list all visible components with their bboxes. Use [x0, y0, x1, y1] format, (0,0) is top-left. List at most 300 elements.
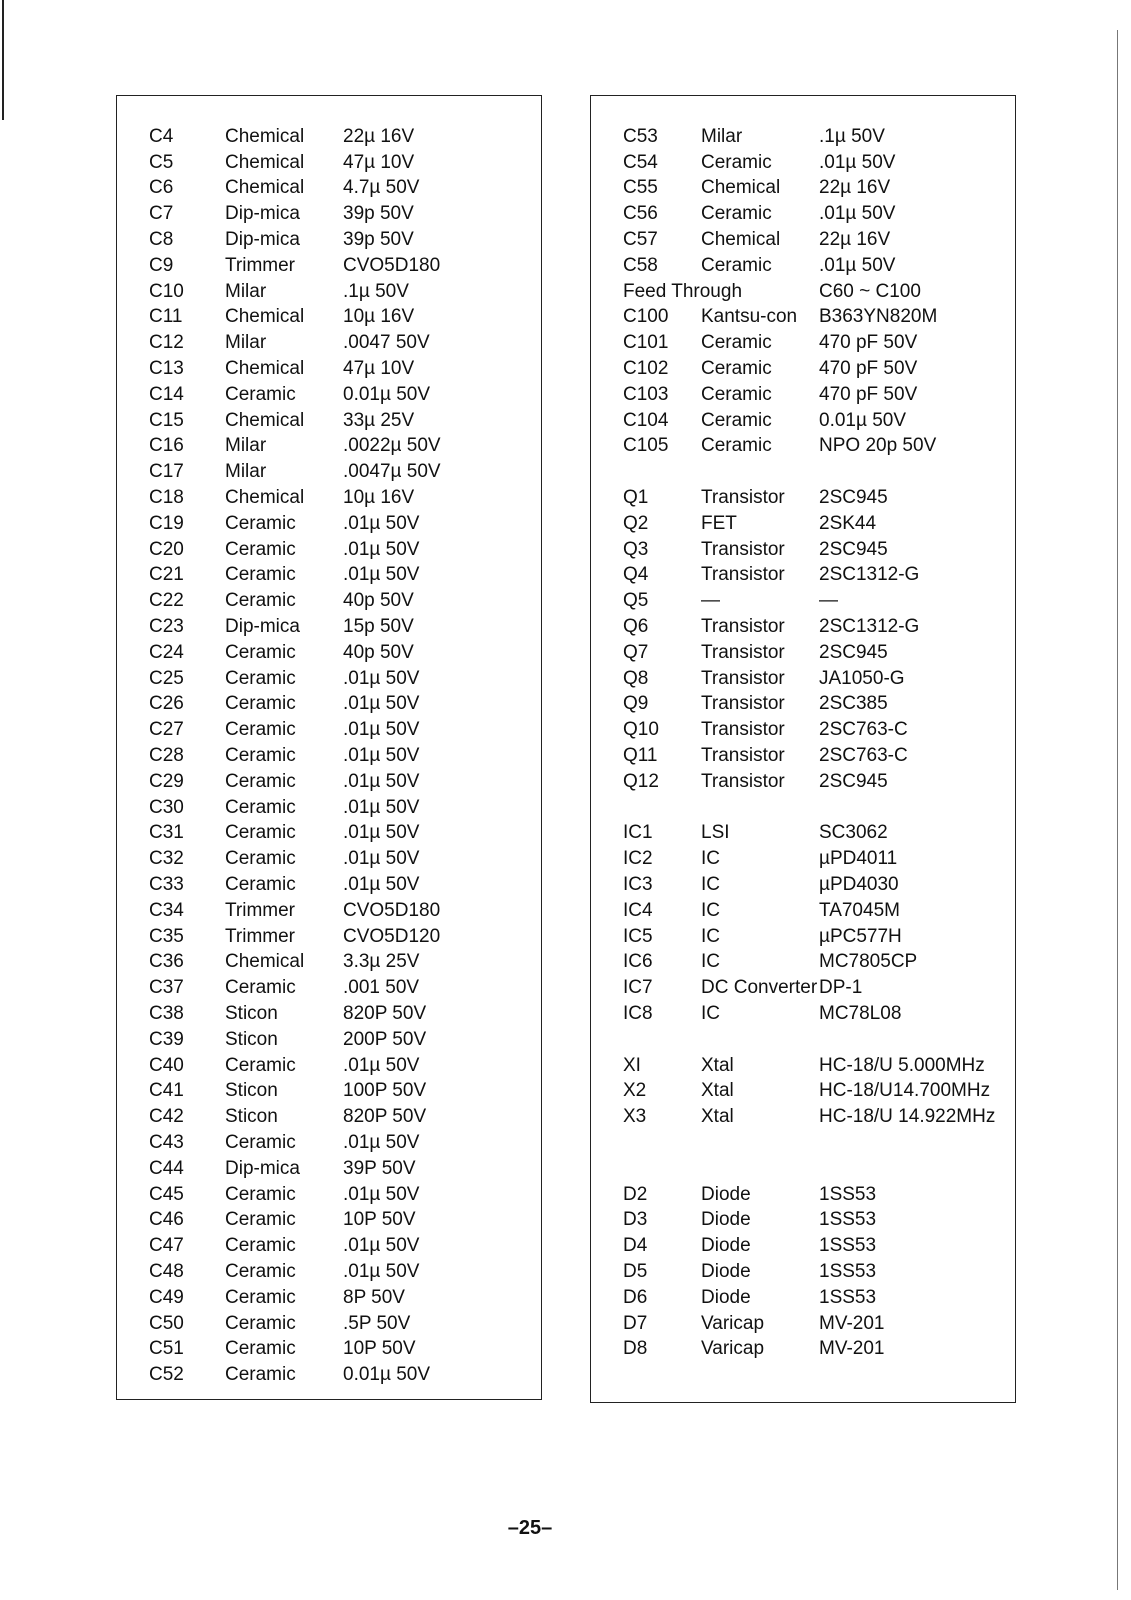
part-value: .0047µ 50V [343, 461, 441, 483]
part-ref: C9 [149, 254, 174, 276]
table-row [591, 1311, 1015, 1337]
table-row [117, 356, 541, 382]
part-type: Ceramic [225, 977, 296, 999]
part-type: Transistor [701, 770, 785, 792]
part-type: Ceramic [701, 151, 772, 173]
table-row-spacer [591, 795, 1015, 821]
table-row [591, 821, 1015, 847]
part-type: Sticon [225, 1028, 278, 1050]
part-ref: C18 [149, 487, 184, 509]
part-type: Chemical [225, 487, 305, 509]
part-value: 1SS53 [819, 1286, 877, 1308]
part-ref: X2 [623, 1080, 647, 1102]
part-value: .01µ 50V [819, 203, 896, 225]
part-ref: D2 [623, 1183, 648, 1205]
part-value: 10µ 16V [343, 487, 415, 509]
table-row [591, 1104, 1015, 1130]
table-row [591, 872, 1015, 898]
table-row [591, 1233, 1015, 1259]
part-value: 10P 50V [343, 1209, 416, 1231]
part-ref: IC5 [623, 925, 653, 947]
part-ref: C35 [149, 925, 184, 947]
part-value: 0.01µ 50V [343, 383, 431, 405]
part-ref: C101 [623, 332, 669, 354]
table-row [591, 717, 1015, 743]
part-value: .01µ 50V [343, 564, 420, 586]
part-type: Trimmer [225, 899, 295, 921]
part-ref: C4 [149, 125, 174, 147]
part-value: 39p 50V [343, 229, 414, 251]
part-ref: C16 [149, 435, 184, 457]
part-ref: D4 [623, 1235, 648, 1257]
part-value: .01µ 50V [343, 512, 420, 534]
table-row [591, 975, 1015, 1001]
part-ref: C17 [149, 461, 184, 483]
table-row-spacer [591, 1130, 1015, 1156]
part-type: LSI [701, 822, 730, 844]
part-value: 40p 50V [343, 641, 414, 663]
part-value: .0022µ 50V [343, 435, 441, 457]
table-row [117, 821, 541, 847]
part-type: Ceramic [701, 383, 772, 405]
table-row [591, 1207, 1015, 1233]
part-value: 1SS53 [819, 1183, 877, 1205]
table-row [117, 253, 541, 279]
table-row [591, 434, 1015, 460]
part-ref: C39 [149, 1028, 184, 1050]
part-type: Sticon [225, 1106, 278, 1128]
part-ref: C21 [149, 564, 184, 586]
part-value: 1SS53 [819, 1260, 877, 1282]
part-type: Ceramic [225, 796, 296, 818]
part-value: TA7045M [819, 899, 900, 921]
part-value: 2SC385 [819, 693, 888, 715]
part-type: Ceramic [225, 1364, 296, 1386]
part-ref: C100 [623, 306, 669, 328]
table-row [591, 640, 1015, 666]
table-row [591, 743, 1015, 769]
table-row [591, 1001, 1015, 1027]
part-ref: Q9 [623, 693, 649, 715]
part-value: .01µ 50V [819, 254, 896, 276]
part-ref: C23 [149, 616, 184, 638]
part-ref: C47 [149, 1235, 184, 1257]
part-type: Chemical [701, 177, 781, 199]
part-value: 4.7µ 50V [343, 177, 420, 199]
part-type: Ceramic [701, 203, 772, 225]
part-ref: C105 [623, 435, 669, 457]
part-type: Ceramic [225, 1054, 296, 1076]
table-row [591, 408, 1015, 434]
part-type: Ceramic [225, 564, 296, 586]
part-type: Milar [225, 280, 267, 302]
part-type: Transistor [701, 641, 785, 663]
table-row [117, 1027, 541, 1053]
part-ref: C50 [149, 1312, 184, 1334]
part-type: Ceramic [225, 745, 296, 767]
table-row [117, 769, 541, 795]
part-ref: C12 [149, 332, 184, 354]
part-value: .01µ 50V [343, 770, 420, 792]
part-ref: C55 [623, 177, 658, 199]
part-ref: D7 [623, 1312, 648, 1334]
part-type: Trimmer [225, 254, 295, 276]
part-type: — [701, 590, 720, 612]
part-value: 0.01µ 50V [819, 409, 907, 431]
part-value: 10µ 16V [343, 306, 415, 328]
part-value: .01µ 50V [343, 1183, 420, 1205]
part-value: .01µ 50V [343, 719, 420, 741]
part-type: Kantsu-con [701, 306, 798, 328]
part-value: NPO 20p 50V [819, 435, 937, 457]
part-value: .01µ 50V [343, 538, 420, 560]
part-ref: C53 [623, 125, 658, 147]
part-value: MV-201 [819, 1312, 885, 1334]
part-ref: Q6 [623, 616, 649, 638]
part-value: 100P 50V [343, 1080, 427, 1102]
part-type: Ceramic [225, 512, 296, 534]
parts-list-right [591, 124, 1015, 1362]
part-type: Ceramic [225, 383, 296, 405]
part-value: 820P 50V [343, 1106, 427, 1128]
table-row [591, 305, 1015, 331]
part-ref: C8 [149, 229, 174, 251]
part-value: µPC577H [819, 925, 902, 947]
part-type: Ceramic [225, 1312, 296, 1334]
table-row [117, 640, 541, 666]
part-ref: IC8 [623, 1002, 653, 1024]
part-type: Ceramic [225, 1286, 296, 1308]
part-ref: C31 [149, 822, 184, 844]
part-type: Chemical [225, 358, 305, 380]
part-type: Xtal [701, 1106, 734, 1128]
part-value: 47µ 10V [343, 358, 415, 380]
table-row [591, 1336, 1015, 1362]
part-type: IC [701, 951, 720, 973]
part-type: Dip-mica [225, 616, 300, 638]
table-row [117, 872, 541, 898]
part-ref: Q3 [623, 538, 649, 560]
part-type: Transistor [701, 745, 785, 767]
table-row [117, 201, 541, 227]
part-type: Ceramic [225, 1209, 296, 1231]
part-type: Milar [225, 461, 267, 483]
table-row [591, 176, 1015, 202]
part-ref: IC1 [623, 822, 653, 844]
table-row [117, 1233, 541, 1259]
part-value: C60 ~ C100 [819, 280, 921, 302]
part-value: 10P 50V [343, 1338, 416, 1360]
part-ref: C46 [149, 1209, 184, 1231]
part-ref: IC7 [623, 977, 653, 999]
part-value: .01µ 50V [343, 1054, 420, 1076]
table-row [591, 924, 1015, 950]
table-row [591, 124, 1015, 150]
part-value: .0047 50V [343, 332, 430, 354]
table-row [117, 150, 541, 176]
part-type: IC [701, 1002, 720, 1024]
part-ref: C7 [149, 203, 174, 225]
part-value: MV-201 [819, 1338, 885, 1360]
part-value: 22µ 16V [819, 229, 891, 251]
table-row [117, 330, 541, 356]
table-row [117, 950, 541, 976]
part-value: 470 pF 50V [819, 358, 918, 380]
part-value: CVO5D120 [343, 925, 441, 947]
table-row [591, 1053, 1015, 1079]
table-row [117, 537, 541, 563]
part-ref: C45 [149, 1183, 184, 1205]
part-type: Xtal [701, 1054, 734, 1076]
part-ref: X3 [623, 1106, 647, 1128]
part-ref: C41 [149, 1080, 184, 1102]
part-ref: C6 [149, 177, 174, 199]
part-value: 15p 50V [343, 616, 414, 638]
part-value: 1SS53 [819, 1209, 877, 1231]
part-value: .01µ 50V [343, 1235, 420, 1257]
scan-edge-left [2, 0, 4, 120]
table-row [117, 743, 541, 769]
part-ref: C38 [149, 1002, 184, 1024]
table-row [117, 511, 541, 537]
part-ref: Q8 [623, 667, 649, 689]
part-value: .01µ 50V [343, 1131, 420, 1153]
part-type: Ceramic [701, 409, 772, 431]
table-row [117, 1285, 541, 1311]
part-value: 2SC763-C [819, 719, 908, 741]
part-ref: Q10 [623, 719, 659, 741]
table-row [117, 975, 541, 1001]
part-value: .01µ 50V [343, 745, 420, 767]
part-type: Chemical [701, 229, 781, 251]
table-row [117, 563, 541, 589]
part-type: Varicap [701, 1338, 765, 1360]
part-ref: C10 [149, 280, 184, 302]
table-row [591, 1078, 1015, 1104]
part-type: Chemical [225, 177, 305, 199]
part-type: Ceramic [225, 1131, 296, 1153]
part-ref: C19 [149, 512, 184, 534]
part-type: Dip-mica [225, 203, 300, 225]
part-type: Milar [225, 332, 267, 354]
table-row [591, 279, 1015, 305]
table-row [117, 459, 541, 485]
part-ref: C22 [149, 590, 184, 612]
part-value: 2SC1312-G [819, 616, 920, 638]
part-value: MC7805CP [819, 951, 918, 973]
table-row [117, 434, 541, 460]
table-row [117, 485, 541, 511]
part-value: 39P 50V [343, 1157, 416, 1179]
table-row [591, 588, 1015, 614]
part-value: MC78L08 [819, 1002, 902, 1024]
table-row [117, 1104, 541, 1130]
part-value: 1SS53 [819, 1235, 877, 1257]
part-type: Ceramic [225, 822, 296, 844]
table-row [117, 1078, 541, 1104]
part-type: Diode [701, 1209, 751, 1231]
part-value: 2SK44 [819, 512, 877, 534]
part-type: IC [701, 874, 720, 895]
part-type: Sticon [225, 1080, 278, 1102]
part-type: Sticon [225, 1002, 278, 1024]
table-row [117, 1336, 541, 1362]
part-type: Xtal [701, 1080, 734, 1102]
part-type: Diode [701, 1235, 751, 1257]
part-type: Ceramic [701, 254, 772, 276]
part-type: Ceramic [225, 641, 296, 663]
part-ref: C102 [623, 358, 669, 380]
part-type: Dip-mica [225, 229, 300, 251]
part-type: Ceramic [225, 719, 296, 741]
parts-table-left [116, 95, 542, 1400]
part-type: Diode [701, 1286, 751, 1308]
table-row [117, 898, 541, 924]
part-type: Transistor [701, 719, 785, 741]
part-type: Dip-mica [225, 1157, 300, 1179]
part-value: 39p 50V [343, 203, 414, 225]
part-value: 22µ 16V [819, 177, 891, 199]
part-value: 22µ 16V [343, 125, 415, 147]
table-row [117, 924, 541, 950]
part-type: Ceramic [225, 1235, 296, 1257]
part-ref: C34 [149, 899, 184, 921]
part-ref: C56 [623, 203, 658, 225]
part-ref: C26 [149, 693, 184, 715]
table-row [591, 485, 1015, 511]
part-ref: Q2 [623, 512, 649, 534]
part-ref: Q7 [623, 641, 649, 663]
part-type: Ceramic [225, 590, 296, 612]
part-value: .01µ 50V [343, 796, 420, 818]
part-value: 33µ 25V [343, 409, 415, 431]
part-value: CVO5D180 [343, 899, 441, 921]
table-row [117, 666, 541, 692]
part-ref: C30 [149, 796, 184, 818]
part-type: FET [701, 512, 737, 534]
part-ref: C51 [149, 1338, 184, 1360]
part-value: .01µ 50V [343, 693, 420, 715]
part-type: Transistor [701, 616, 785, 638]
table-row [591, 382, 1015, 408]
table-row [591, 614, 1015, 640]
part-ref: C48 [149, 1260, 184, 1282]
part-ref: C37 [149, 977, 184, 999]
part-ref: C42 [149, 1106, 184, 1128]
table-row [117, 305, 541, 331]
part-value: 2SC945 [819, 538, 888, 560]
table-row [591, 227, 1015, 253]
part-ref: C29 [149, 770, 184, 792]
table-row [117, 1259, 541, 1285]
table-row [117, 227, 541, 253]
part-type: Ceramic [701, 435, 772, 457]
table-row [591, 898, 1015, 924]
part-type: Milar [701, 125, 743, 147]
part-ref: C57 [623, 229, 658, 251]
part-value: SC3062 [819, 822, 888, 844]
part-ref: C103 [623, 383, 669, 405]
part-value: 0.01µ 50V [343, 1364, 431, 1386]
part-ref: IC2 [623, 848, 653, 870]
table-row [117, 795, 541, 821]
part-ref: Q12 [623, 770, 659, 792]
table-row [591, 537, 1015, 563]
scan-edge-right [1117, 30, 1118, 1590]
part-value: 2SC1312-G [819, 564, 920, 586]
part-ref: D3 [623, 1209, 648, 1231]
part-type: Ceramic [225, 1260, 296, 1282]
part-ref: Q1 [623, 487, 649, 509]
part-ref: C13 [149, 358, 184, 380]
part-value: 2SC945 [819, 641, 888, 663]
table-row [117, 279, 541, 305]
part-type: Chemical [225, 151, 305, 173]
table-row [117, 846, 541, 872]
part-type: Chemical [225, 306, 305, 328]
part-type: DC Converter [701, 977, 818, 999]
table-row [591, 150, 1015, 176]
table-row [591, 769, 1015, 795]
part-ref: C28 [149, 745, 184, 767]
table-row [591, 666, 1015, 692]
part-type: Diode [701, 1260, 751, 1282]
table-row-spacer [591, 459, 1015, 485]
part-value: HC-18/U14.700MHz [819, 1080, 991, 1102]
part-type: Chemical [225, 951, 305, 973]
part-value: .01µ 50V [819, 151, 896, 173]
part-ref: Q5 [623, 590, 649, 612]
part-ref: IC3 [623, 874, 653, 895]
table-row [117, 1311, 541, 1337]
part-ref: XI [623, 1054, 641, 1076]
part-ref: C44 [149, 1157, 184, 1179]
table-row [117, 124, 541, 150]
part-type: Chemical [225, 125, 305, 147]
part-value: .1µ 50V [819, 125, 885, 147]
table-row [117, 717, 541, 743]
part-ref: C11 [149, 306, 183, 328]
table-row [591, 846, 1015, 872]
table-row [117, 176, 541, 202]
table-row [591, 1259, 1015, 1285]
part-type: Ceramic [225, 538, 296, 560]
part-value: 2SC945 [819, 770, 888, 792]
part-value: 470 pF 50V [819, 332, 918, 354]
part-value: HC-18/U 14.922MHz [819, 1106, 996, 1128]
table-row [591, 511, 1015, 537]
part-ref: C43 [149, 1131, 184, 1153]
page-number: –25– [507, 1517, 553, 1539]
table-row [117, 614, 541, 640]
table-row [591, 950, 1015, 976]
part-value: µPD4011 [819, 848, 898, 870]
part-type: Transistor [701, 564, 785, 586]
part-ref: C27 [149, 719, 184, 741]
part-type: Ceramic [225, 1338, 296, 1360]
part-value: HC-18/U 5.000MHz [819, 1054, 985, 1076]
part-ref: C40 [149, 1054, 184, 1076]
part-type: Ceramic [701, 332, 772, 354]
part-value: B363YN820M [819, 306, 938, 328]
table-row-spacer [591, 1027, 1015, 1053]
parts-table-right [590, 95, 1016, 1403]
part-ref: IC6 [623, 951, 653, 973]
part-value: .01µ 50V [343, 667, 420, 689]
table-row [117, 1207, 541, 1233]
table-row [591, 1285, 1015, 1311]
table-row-spacer [591, 1156, 1015, 1182]
